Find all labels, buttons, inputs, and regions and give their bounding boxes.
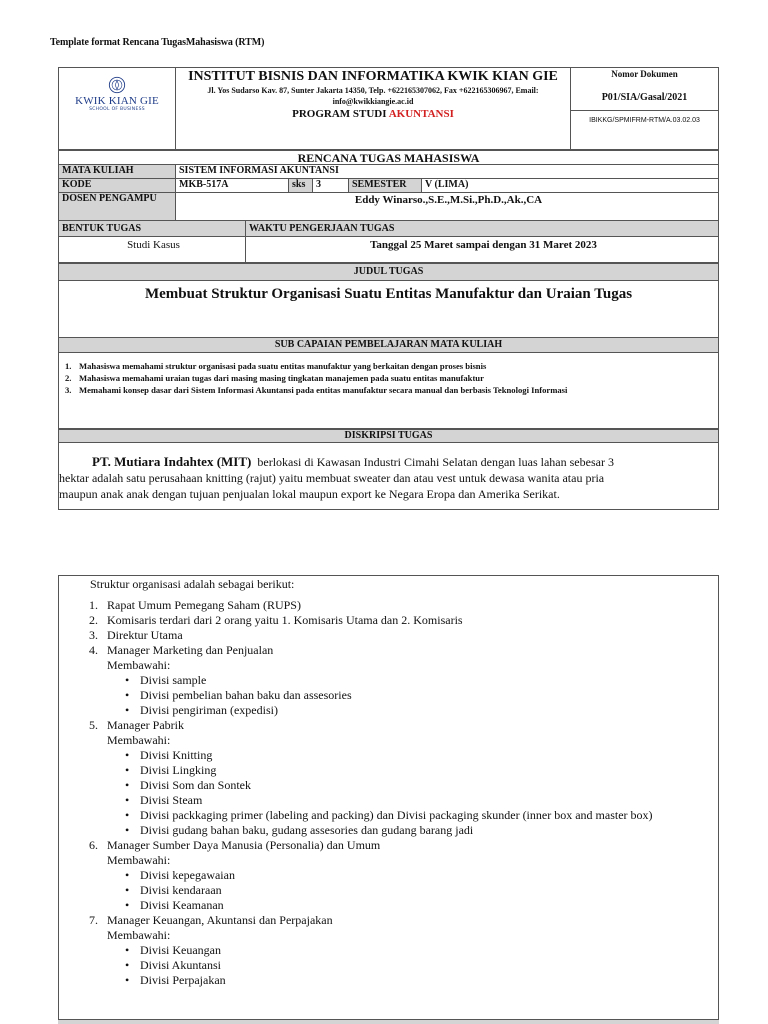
sks-label: sks <box>289 179 313 192</box>
logo-name: KWIK KIAN GIE <box>75 95 159 107</box>
struktur-item-text: Rapat Umum Pemegang Saham (RUPS) <box>107 598 301 612</box>
struktur-subitem: • Divisi Keuangan <box>125 943 719 958</box>
struktur-subitem: • Divisi Knitting <box>125 748 719 763</box>
cpmk-list <box>65 360 715 396</box>
sks-value: 3 <box>313 179 349 192</box>
document-number-cell <box>571 68 718 151</box>
judul-tugas-text: Membuat Struktur Organisasi Suatu Entitas Manufaktur dan Uraian Tugas <box>144 286 633 302</box>
mata-kuliah-value: SISTEM INFORMASI AKUNTANSI <box>179 165 339 176</box>
mata-kuliah-label: MATA KULIAH <box>59 165 176 178</box>
waktu-value: Tanggal 25 Maret sampai dengan 31 Maret 2023 <box>370 239 597 251</box>
dosen-label: DOSEN PENGAMPU <box>59 193 176 220</box>
semester-label: SEMESTER <box>349 179 422 192</box>
struktur-item-text: Manager Keuangan, Akuntansi dan Perpajakan <box>107 913 333 927</box>
struktur-subitem: • Divisi Akuntansi <box>125 958 719 973</box>
cpmk-item-number: 3. <box>65 385 72 395</box>
institution-address: Jl. Yos Sudarso Kav. 87, Sunter Jakarta 14350, Telp. +622165307062, Fax +622165306967, Email: info@kwikkiangie.ac.id <box>207 86 539 106</box>
struktur-item-number: 4. <box>89 643 98 657</box>
logo-cell <box>59 68 176 151</box>
struktur-subitem: • Divisi pengiriman (expedisi) <box>125 703 719 718</box>
struktur-item-number: 7. <box>89 913 98 927</box>
cpmk-label: SUB CAPAIAN PEMBELAJARAN MATA KULIAH <box>59 338 718 353</box>
program-study <box>176 108 570 120</box>
struktur-subitem: • Divisi Steam <box>125 793 719 808</box>
struktur-list <box>89 598 719 988</box>
row-mata-kuliah <box>59 165 718 179</box>
struktur-item-number: 1. <box>89 598 98 612</box>
struktur-item <box>89 628 719 643</box>
deskripsi-line-1: berlokasi di Kawasan Industri Cimahi Selatan dengan luas lahan sebesar 3 <box>257 455 614 469</box>
document-reference: IBIKKG/SPMIFRM-RTM/A.03.02.03 <box>589 117 700 124</box>
course-info-grid <box>58 150 719 263</box>
document-header <box>58 67 719 150</box>
program-prefix: PROGRAM STUDI <box>292 108 387 120</box>
struktur-subitem: • Divisi kepegawaian <box>125 868 719 883</box>
deskripsi-line-2: hektar adalah satu perusahaan knitting (rajut) yaitu membuat sweater dan atau vest untuk dewasa wanita atau pria <box>59 471 605 485</box>
kode-value: MKB-517A <box>176 179 289 192</box>
semester-value: V (LIMA) <box>425 179 469 190</box>
cpmk-item <box>65 360 715 372</box>
struktur-item <box>89 613 719 628</box>
struktur-item <box>89 718 719 838</box>
struktur-subitem: • Divisi Lingking <box>125 763 719 778</box>
kode-label: KODE <box>59 179 176 192</box>
document-number-label: Nomor Dokumen <box>611 69 678 79</box>
struktur-subitem: • Divisi sample <box>125 673 719 688</box>
institution-cell <box>176 68 571 151</box>
struktur-item-number: 5. <box>89 718 98 732</box>
cpmk-item-text: Mahasiswa memahami uraian tugas dari masing masing tingkatan manajemen pada suatu entitas manufaktur <box>79 373 484 383</box>
waktu-label: WAKTU PENGERJAAN TUGAS <box>246 221 718 236</box>
bentuk-label: BENTUK TUGAS <box>59 221 246 236</box>
logo-subtitle: SCHOOL OF BUSINESS <box>89 107 145 112</box>
struktur-subitem: • Divisi Keamanan <box>125 898 719 913</box>
struktur-item-text: Manager Marketing dan Penjualan <box>107 643 274 657</box>
struktur-item <box>89 643 719 718</box>
cpmk-item <box>65 384 715 396</box>
university-seal-icon <box>108 76 126 94</box>
struktur-subitem: • Divisi kendaraan <box>125 883 719 898</box>
row-bentuk-value <box>59 237 718 263</box>
struktur-subitem: • Divisi pembelian bahan baku dan assesories <box>125 688 719 703</box>
deskripsi-section <box>58 429 719 510</box>
institution-name: INSTITUT BISNIS DAN INFORMATIKA KWIK KIAN GIE <box>188 69 558 84</box>
struktur-subhead: Membawahi: <box>107 658 171 672</box>
cpmk-section <box>58 337 719 429</box>
struktur-subhead: Membawahi: <box>107 853 171 867</box>
struktur-item-text: Manager Sumber Daya Manusia (Personalia) dan Umum <box>107 838 381 852</box>
struktur-subhead: Membawahi: <box>107 733 171 747</box>
struktur-sublist <box>107 748 719 838</box>
struktur-subitem: • Divisi packkaging primer (labeling and packing) dan Divisi packaging skunder (inner box and master box) <box>125 808 719 823</box>
cpmk-item <box>65 372 715 384</box>
row-dosen <box>59 193 718 221</box>
struktur-item <box>89 838 719 913</box>
struktur-sublist <box>107 943 719 988</box>
struktur-subitem: • Divisi Som dan Sontek <box>125 778 719 793</box>
deskripsi-line-3: maupun anak anak dengan tujuan penjualan lokal maupun export ke Negara Eropa dan Amerika Serikat. <box>59 487 560 501</box>
struktur-intro: Struktur organisasi adalah sebagai berikut: <box>90 577 295 591</box>
struktur-item-text: Direktur Utama <box>107 628 183 642</box>
struktur-subitem: • Divisi gudang bahan baku, gudang assesories dan gudang barang jadi <box>125 823 719 838</box>
cpmk-item-text: Mahasiswa memahami struktur organisasi pada suatu entitas manufaktur yang berkaitan dengan proses bisnis <box>79 361 487 371</box>
cpmk-item-number: 1. <box>65 361 72 371</box>
page-heading: Template format Rencana TugasMahasiswa (RTM) <box>50 37 265 48</box>
divider <box>571 110 718 111</box>
company-name: PT. Mutiara Indahtex (MIT) <box>92 454 252 469</box>
struktur-item <box>89 598 719 613</box>
document-number: P01/SIA/Gasal/2021 <box>601 92 688 103</box>
row-bentuk-header <box>59 221 718 237</box>
struktur-item-number: 6. <box>89 838 98 852</box>
struktur-item <box>89 913 719 988</box>
struktur-item-number: 2. <box>89 613 98 627</box>
rtm-title: RENCANA TUGAS MAHASISWA <box>59 151 718 165</box>
cpmk-item-number: 2. <box>65 373 72 383</box>
struktur-sublist <box>107 868 719 913</box>
deskripsi-text <box>59 454 720 502</box>
struktur-sublist <box>107 673 719 718</box>
struktur-subitem: • Divisi Perpajakan <box>125 973 719 988</box>
bentuk-value: Studi Kasus <box>59 237 246 263</box>
struktur-item-text: Komisaris terdari dari 2 orang yaitu 1. Komisaris Utama dan 2. Komisaris <box>107 613 463 627</box>
deskripsi-label: DISKRIPSI TUGAS <box>59 430 718 443</box>
struktur-section <box>58 575 719 1024</box>
judul-tugas-label: JUDUL TUGAS <box>59 264 718 281</box>
struktur-item-number: 3. <box>89 628 98 642</box>
program-name: AKUNTANSI <box>388 108 454 120</box>
dosen-value: Eddy Winarso.,S.E.,M.Si.,Ph.D.,Ak.,CA <box>354 194 543 206</box>
judul-tugas-section <box>58 263 719 338</box>
struktur-item-text: Manager Pabrik <box>107 718 184 732</box>
row-kode <box>59 179 718 193</box>
cpmk-item-text: Memahami konsep dasar dari Sistem Informasi Akuntansi pada entitas manufaktur secara manual dan berbasis Teknologi Informasi <box>79 385 568 395</box>
next-section-band <box>58 1019 719 1024</box>
struktur-subhead: Membawahi: <box>107 928 171 942</box>
